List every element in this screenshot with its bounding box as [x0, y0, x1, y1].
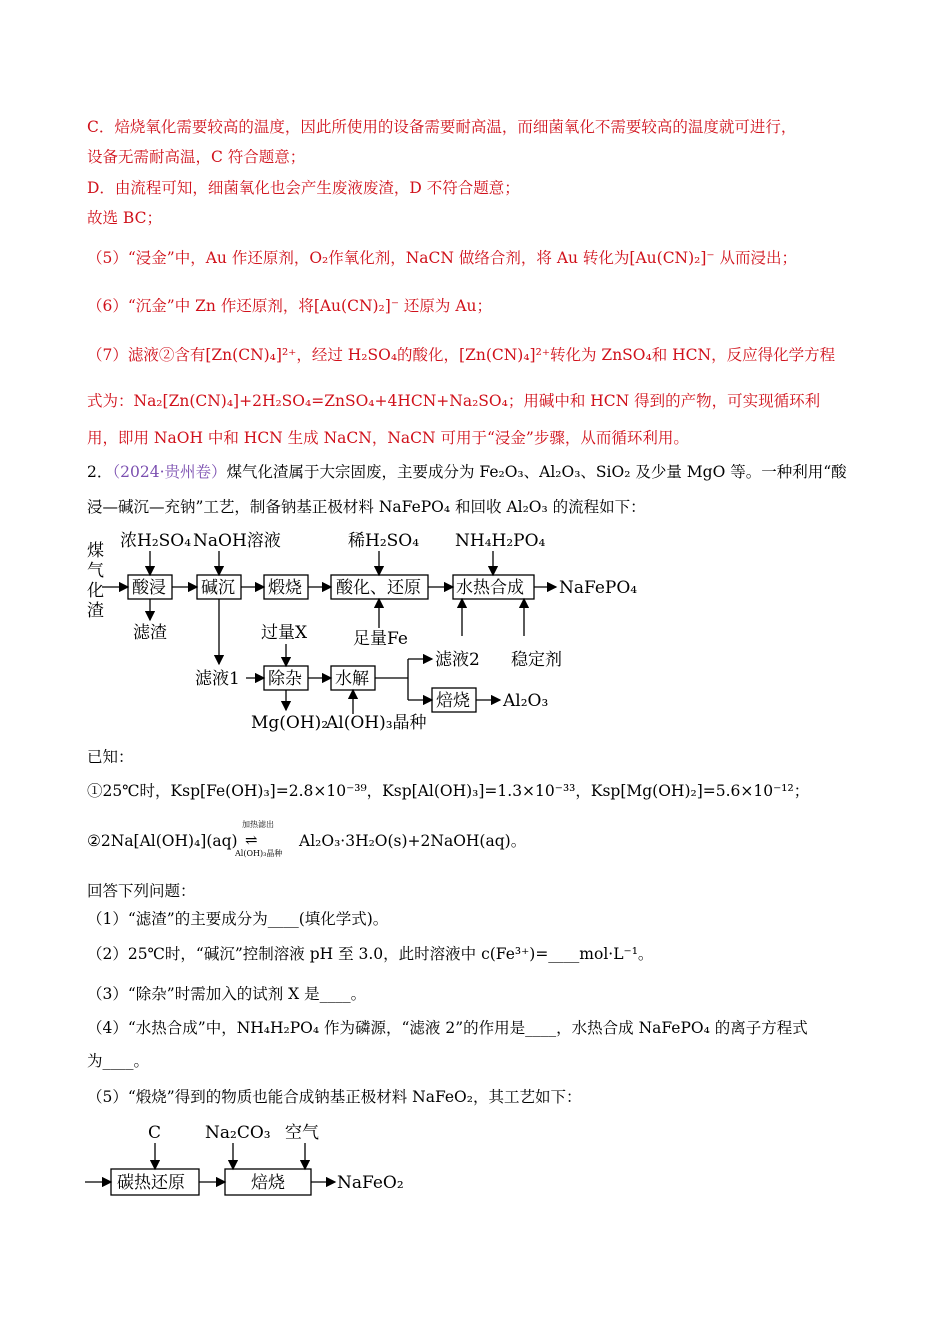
- reagent-naoh: NaOH溶液: [193, 531, 281, 551]
- eq-condition-bottom: Al(OH)₃晶种: [235, 849, 283, 858]
- iron-label: 足量Fe: [353, 629, 408, 649]
- eq-left: ②2Na[Al(OH)₄](aq): [87, 832, 238, 850]
- feed-char-1: 煤: [87, 541, 104, 561]
- question-3: （3）“除杂”时需加入的试剂 X 是____。: [87, 985, 367, 1003]
- question2-intro-line1: [87, 461, 847, 483]
- product-nafepo4: NaFePO₄: [559, 578, 638, 598]
- al2o3-label: Al₂O₃: [503, 691, 549, 711]
- box-label-alkali-precip: 碱沉: [201, 578, 235, 598]
- residue-label: 滤渣: [133, 623, 167, 643]
- answer-c-line2: 设备无需耐高温，C 符合题意；: [87, 148, 306, 166]
- mgoh2-label: Mg(OH)₂: [251, 713, 329, 733]
- feed-char-3: 化: [87, 581, 104, 601]
- feed-char-2: 气: [87, 561, 104, 581]
- answer-c-line1: C．焙烧氧化需要较高的温度，因此所使用的设备需要耐高温，而细菌氧化不需要较高的温度就可进行，: [87, 118, 797, 136]
- question-number: 2．: [87, 463, 113, 481]
- questions-intro: 回答下列问题：: [87, 882, 196, 900]
- question-4-line1: （4）“水热合成”中，NH₄H₂PO₄ 作为磷源，“滤液 2”的作用是____，水热合成 NaFePO₄ 的离子方程式: [87, 1019, 808, 1037]
- reagent-carbon: C: [148, 1123, 162, 1143]
- product-nafeo2: NaFeO₂: [337, 1173, 404, 1193]
- question-5: （5）“煅烧”得到的物质也能合成钠基正极材料 NaFeO₂，其工艺如下：: [87, 1088, 582, 1106]
- answer-q7-line3: 用，即用 NaOH 中和 HCN 生成 NaCN，NaCN 可用于“浸金”步骤，从而循环利用。: [87, 429, 689, 447]
- equilibrium-arrow-icon: ⇌: [245, 831, 258, 849]
- answer-q7-line1: （7）滤液②含有[Zn(CN)₄]²⁺，经过 H₂SO₄的酸化，[Zn(CN)₄]²⁺转化为 ZnSO₄和 HCN，反应得化学方程: [87, 346, 836, 364]
- question-1: （1）“滤渣”的主要成分为____(填化学式)。: [87, 910, 389, 928]
- answer-q5-line: （5）“浸金”中，Au 作还原剂，O₂作氧化剂，NaCN 做络合剂，将 Au 转化为[Au(CN)₂]⁻ 从而浸出；: [87, 249, 798, 267]
- feed-char-4: 渣: [87, 601, 104, 621]
- stabilizer-label: 稳定剂: [511, 650, 562, 670]
- reagent-dilute-h2so4: 稀H₂SO₄: [348, 531, 420, 551]
- excess-x-label: 过量X: [261, 623, 308, 643]
- question-intro: 煤气化渣属于大宗固废，主要成分为 Fe₂O₃、Al₂O₃、SiO₂ 及少量 MgO 等。一种利用“酸: [226, 463, 847, 481]
- reagent-na2co3: Na₂CO₃: [205, 1123, 271, 1143]
- known-title: 已知：: [87, 748, 134, 766]
- answer-q6-line: （6）“沉金”中 Zn 作还原剂，将[Au(CN)₂]⁻ 还原为 Au；: [87, 297, 493, 315]
- filtrate2-label: 滤液2: [435, 650, 480, 670]
- reagent-air: 空气: [285, 1123, 319, 1143]
- known-ksp-line: ①25℃时，Ksp[Fe(OH)₃]=2.8×10⁻³⁹，Ksp[Al(OH)₃]=1.3×10⁻³³，Ksp[Mg(OH)₂]=5.6×10⁻¹²；: [87, 782, 810, 800]
- question-4-line2: 为____。: [87, 1052, 150, 1070]
- reagent-nh4h2po4: NH₄H₂PO₄: [455, 531, 546, 551]
- answer-choice-line: 故选 BC；: [87, 209, 162, 227]
- box-label-hydrolysis: 水解: [335, 669, 369, 689]
- question2-intro-line2: 浸—碱沉—充钠”工艺，制备钠基正极材料 NaFePO₄ 和回收 Al₂O₃ 的流程如下：: [87, 498, 646, 516]
- box-label-roast-2: 焙烧: [251, 1173, 285, 1193]
- filtrate1-label: 滤液1: [195, 669, 240, 689]
- box-label-roast: 焙烧: [436, 691, 470, 711]
- eq-right: Al₂O₃·3H₂O(s)+2NaOH(aq)。: [299, 832, 527, 850]
- box-label-acidify-reduce: 酸化、还原: [336, 578, 421, 598]
- box-label-calcine: 煅烧: [268, 578, 302, 598]
- reagent-conc-h2so4: 浓H₂SO₄: [120, 531, 192, 551]
- answer-q7-line2: 式为：Na₂[Zn(CN)₄]+2H₂SO₄=ZnSO₄+4HCN+Na₂SO₄；用碱中和 HCN 得到的产物，可实现循环利: [87, 392, 821, 410]
- eq-condition-top: 加热滤出: [242, 820, 274, 829]
- answer-d-line: D．由流程可知，细菌氧化也会产生废液废渣，D 不符合题意；: [87, 179, 520, 197]
- box-label-impurity-removal: 除杂: [268, 669, 302, 689]
- question-2: （2）25℃时，“碱沉”控制溶液 pH 至 3.0，此时溶液中 c(Fe³⁺)=____mol·L⁻¹。: [87, 945, 654, 963]
- box-label-acid-leach: 酸浸: [132, 578, 166, 598]
- process-flow-diagram: [80, 524, 640, 740]
- question-source: （2024·贵州卷）: [112, 463, 227, 481]
- seed-label: Al(OH)₃晶种: [326, 713, 427, 733]
- nafeo2-process-diagram: [85, 1118, 425, 1202]
- box-label-hydrothermal: 水热合成: [456, 578, 524, 598]
- box-label-carbothermal: 碳热还原: [117, 1173, 185, 1193]
